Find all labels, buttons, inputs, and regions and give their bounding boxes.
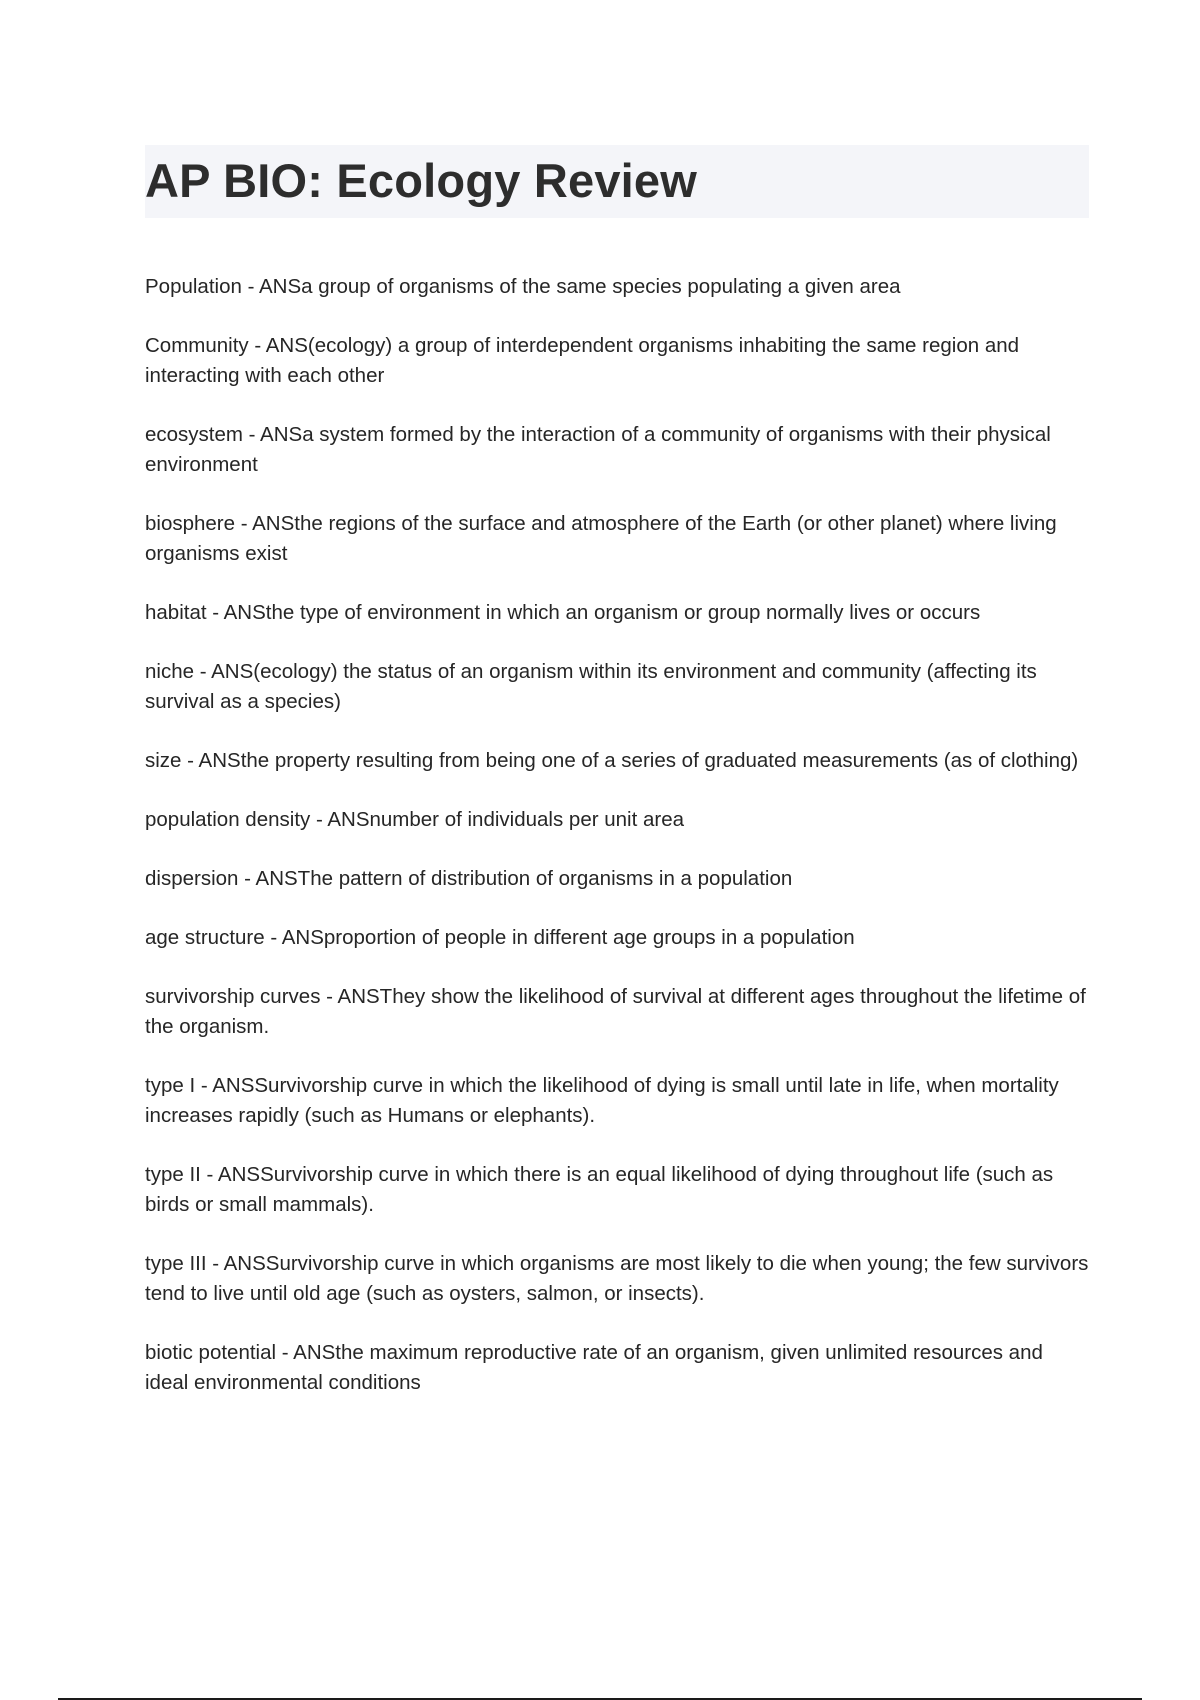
glossary-entry: type I - ANSSurvivorship curve in which the likelihood of dying is small until late in life, when mortality increases rapidly (such as Humans or elephants). (145, 1074, 1059, 1127)
page-title: AP BIO: Ecology Review (145, 154, 698, 207)
glossary-entry: population density - ANSnumber of individuals per unit area (145, 808, 685, 831)
glossary-entry: habitat - ANSthe type of environment in which an organism or group normally lives or occurs (145, 601, 981, 624)
title-banner (145, 145, 1089, 218)
glossary-entry: Population - ANSa group of organisms of the same species populating a given area (145, 275, 901, 298)
glossary-entry: biosphere - ANSthe regions of the surface and atmosphere of the Earth (or other planet) where living organisms exist (145, 512, 1057, 565)
glossary-entry: type III - ANSSurvivorship curve in which organisms are most likely to die when young; the few survivors tend to live until old age (such as oysters, salmon, or insects). (145, 1252, 1089, 1305)
glossary-entry: type II - ANSSurvivorship curve in which there is an equal likelihood of dying throughout life (such as birds or small mammals). (145, 1163, 1054, 1216)
glossary-list (145, 272, 1089, 1427)
glossary-entry: age structure - ANSproportion of people in different age groups in a population (145, 926, 855, 949)
glossary-entry: dispersion - ANSThe pattern of distribution of organisms in a population (145, 867, 793, 890)
glossary-entry: survivorship curves - ANSThey show the likelihood of survival at different ages throughout the lifetime of the organism. (145, 985, 1086, 1038)
glossary-entry: biotic potential - ANSthe maximum reproductive rate of an organism, given unlimited resources and ideal environmental conditions (145, 1341, 1043, 1394)
glossary-entry: niche - ANS(ecology) the status of an organism within its environment and community (affecting its survival as a species) (145, 660, 1037, 713)
glossary-entry: Community - ANS(ecology) a group of interdependent organisms inhabiting the same region and interacting with each other (145, 334, 1020, 387)
glossary-entry: ecosystem - ANSa system formed by the interaction of a community of organisms with their physical environment (145, 423, 1051, 476)
glossary-entry: size - ANSthe property resulting from being one of a series of graduated measurements (as of clothing) (145, 749, 1079, 772)
